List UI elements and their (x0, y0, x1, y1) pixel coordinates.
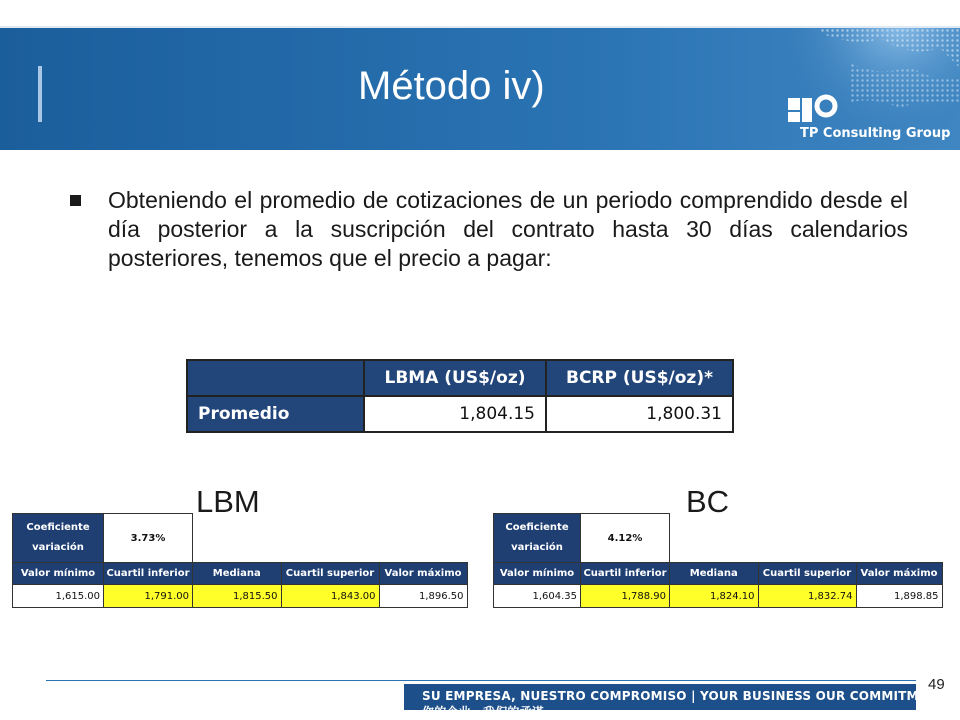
lbm-header-median: Mediana (193, 563, 282, 585)
bc-coef-label-line2: variación (511, 542, 563, 553)
value-lbma: 1,804.15 (364, 396, 546, 432)
lbm-value-max: 1,896.50 (379, 585, 467, 608)
footer-slogan: SU EMPRESA, NUESTRO COMPROMISO | YOUR BUSINESS OUR COMMITMENT | 你的企业，我们的承诺 (422, 689, 955, 719)
bc-value-q3: 1,832.74 (758, 585, 856, 608)
lbm-header-q1: Cuartil inferior (104, 563, 193, 585)
slide-header (0, 28, 960, 150)
bc-coef-value: 4.12% (581, 514, 670, 563)
bc-value-min: 1,604.35 (494, 585, 581, 608)
lbm-label: LBM (196, 484, 260, 519)
bc-coef-label-line1: Coeficiente (505, 522, 569, 533)
bc-header-q1: Cuartil inferior (581, 563, 670, 585)
bc-value-median: 1,824.10 (670, 585, 759, 608)
lbm-header-max: Valor máximo (379, 563, 467, 585)
empty-cell (670, 514, 759, 563)
column-header-lbma: LBMA (US$/oz) (364, 360, 546, 396)
footer-line (46, 680, 916, 681)
column-header-bcrp: BCRP (US$/oz)* (546, 360, 733, 396)
slide-title: Método iv) (358, 64, 545, 108)
empty-cell (281, 514, 379, 563)
bc-value-q1: 1,788.90 (581, 585, 670, 608)
lbm-coef-label-line2: variación (32, 542, 84, 553)
lbm-header-q3: Cuartil superior (281, 563, 379, 585)
bc-header-median: Mediana (670, 563, 759, 585)
bc-value-max: 1,898.85 (856, 585, 942, 608)
lbm-value-median: 1,815.50 (193, 585, 282, 608)
square-bullet-icon (70, 195, 81, 206)
lbm-header-min: Valor mínimo (13, 563, 104, 585)
empty-cell (379, 514, 467, 563)
page-number: 49 (928, 676, 945, 693)
bc-header-min: Valor mínimo (494, 563, 581, 585)
brand-name: TP Consulting Group (800, 126, 951, 141)
bc-header-max: Valor máximo (856, 563, 942, 585)
bullet-text: Obteniendo el promedio de cotizaciones de un periodo comprendido desde el día posterior a la suscripción del contrato hasta 30 días calendarios posteriores, tenemos que el precio a pagar: (108, 187, 908, 271)
empty-cell (193, 514, 282, 563)
bc-header-q3: Cuartil superior (758, 563, 856, 585)
table-corner-cell (187, 360, 364, 396)
empty-cell (758, 514, 856, 563)
lbm-value-q3: 1,843.00 (281, 585, 379, 608)
bc-label: BC (686, 484, 730, 519)
lbm-coef-label (13, 514, 104, 563)
bc-stats-table (493, 513, 943, 608)
lbm-coef-value: 3.73% (104, 514, 193, 563)
average-price-table (186, 359, 734, 433)
empty-cell (856, 514, 942, 563)
bc-coef-label (494, 514, 581, 563)
lbm-value-q1: 1,791.00 (104, 585, 193, 608)
lbm-coef-label-line1: Coeficiente (26, 522, 90, 533)
lbm-value-min: 1,615.00 (13, 585, 104, 608)
value-bcrp: 1,800.31 (546, 396, 733, 432)
lbm-stats-table (12, 513, 468, 608)
title-accent-bar (38, 66, 42, 122)
row-label-promedio: Promedio (187, 396, 364, 432)
